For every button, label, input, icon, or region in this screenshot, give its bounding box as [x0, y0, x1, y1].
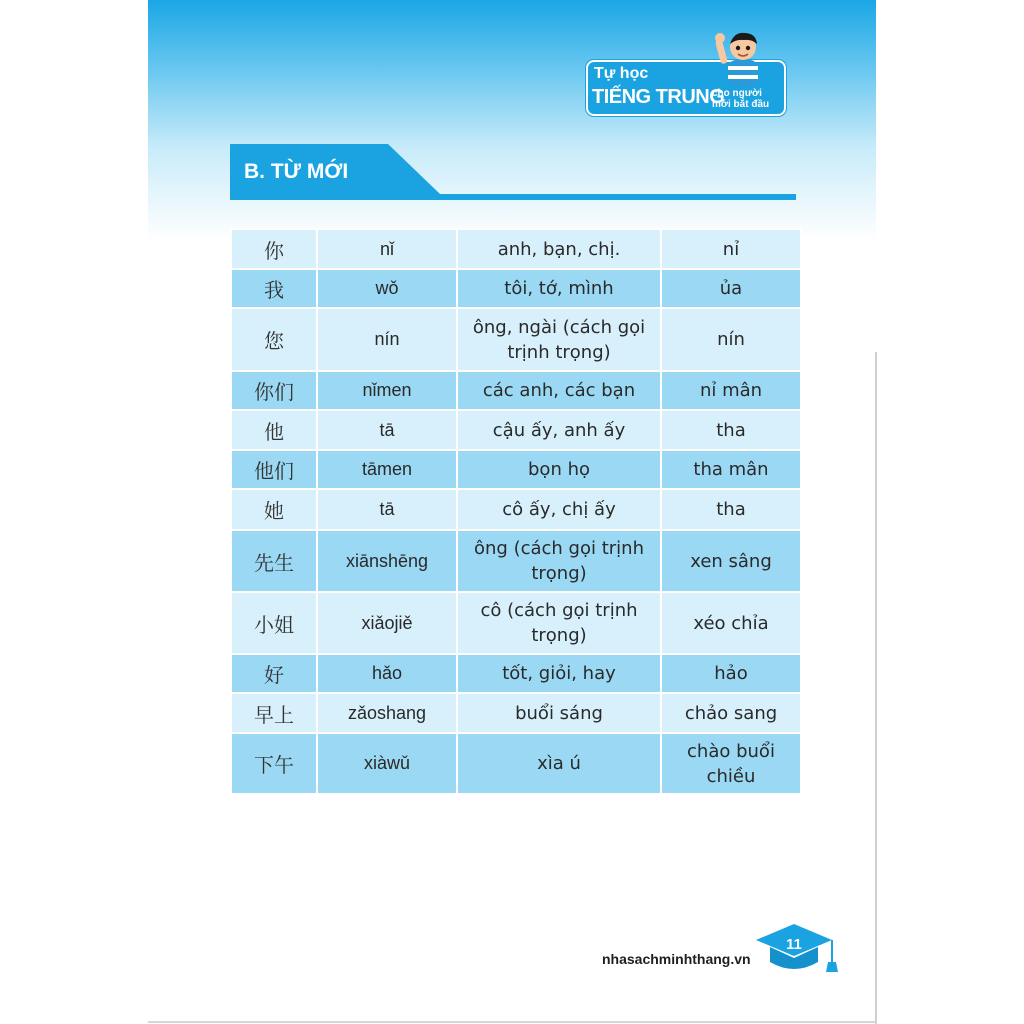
pronunciation-cell: ủa: [661, 269, 801, 308]
pronunciation-cell: xen sâng: [661, 530, 801, 592]
publisher-website: nhasachminhthang.vn: [602, 951, 751, 967]
pronunciation-cell: tha: [661, 489, 801, 530]
pinyin-cell: nǐ: [317, 229, 457, 269]
logo-line-3: cho người mới bắt đầu: [712, 88, 770, 110]
pinyin-cell: nín: [317, 308, 457, 371]
pinyin-cell: xiǎojiě: [317, 592, 457, 654]
pinyin-cell: nǐmen: [317, 371, 457, 410]
pinyin-cell: xiānshēng: [317, 530, 457, 592]
logo-line-2: TIẾNG TRUNG: [592, 86, 725, 108]
meaning-cell: ông, ngài (cách gọi trịnh trọng): [457, 308, 661, 371]
table-row: [231, 489, 801, 530]
meaning-cell: tôi, tớ, mình: [457, 269, 661, 308]
table-row: [231, 693, 801, 733]
series-logo: [586, 30, 786, 116]
hanzi-cell: 下午: [231, 733, 317, 794]
table-row: [231, 450, 801, 489]
hanzi-cell: 他: [231, 410, 317, 450]
hanzi-cell: 您: [231, 308, 317, 371]
logo-line-1: Tự học: [594, 65, 649, 82]
vocabulary-table: [230, 228, 802, 795]
table-row: [231, 229, 801, 269]
section-heading: [230, 144, 796, 201]
pronunciation-cell: hảo: [661, 654, 801, 693]
meaning-cell: cô ấy, chị ấy: [457, 489, 661, 530]
meaning-cell: anh, bạn, chị.: [457, 229, 661, 269]
meaning-cell: cô (cách gọi trịnh trọng): [457, 592, 661, 654]
hanzi-cell: 我: [231, 269, 317, 308]
meaning-cell: các anh, các bạn: [457, 371, 661, 410]
book-page: [148, 0, 876, 1022]
pronunciation-cell: nỉ mân: [661, 371, 801, 410]
pinyin-cell: tā: [317, 489, 457, 530]
table-row: [231, 654, 801, 693]
pronunciation-cell: tha: [661, 410, 801, 450]
hanzi-cell: 小姐: [231, 592, 317, 654]
hanzi-cell: 你: [231, 229, 317, 269]
page-edge-bottom: [148, 1021, 877, 1023]
pinyin-cell: xiàwǔ: [317, 733, 457, 794]
pinyin-cell: tāmen: [317, 450, 457, 489]
meaning-cell: ông (cách gọi trịnh trọng): [457, 530, 661, 592]
pinyin-cell: tā: [317, 410, 457, 450]
hanzi-cell: 你们: [231, 371, 317, 410]
pronunciation-cell: chảo sang: [661, 693, 801, 733]
hanzi-cell: 先生: [231, 530, 317, 592]
pronunciation-cell: chào buổi chiều: [661, 733, 801, 794]
page-number-badge: [752, 920, 842, 976]
table-row: [231, 530, 801, 592]
hanzi-cell: 早上: [231, 693, 317, 733]
pinyin-cell: wǒ: [317, 269, 457, 308]
pronunciation-cell: nỉ: [661, 229, 801, 269]
table-row: [231, 308, 801, 371]
pinyin-cell: hǎo: [317, 654, 457, 693]
meaning-cell: buổi sáng: [457, 693, 661, 733]
page-edge-right: [875, 352, 877, 1024]
meaning-cell: xìa ú: [457, 733, 661, 794]
table-row: [231, 733, 801, 794]
table-row: [231, 269, 801, 308]
meaning-cell: cậu ấy, anh ấy: [457, 410, 661, 450]
page-number: 11: [786, 936, 802, 953]
section-title: B. TỪ MỚI: [244, 160, 349, 183]
hanzi-cell: 他们: [231, 450, 317, 489]
table-row: [231, 410, 801, 450]
pronunciation-cell: xéo chỉa: [661, 592, 801, 654]
meaning-cell: bọn họ: [457, 450, 661, 489]
meaning-cell: tốt, giỏi, hay: [457, 654, 661, 693]
pronunciation-cell: nín: [661, 308, 801, 371]
hanzi-cell: 她: [231, 489, 317, 530]
pronunciation-cell: tha mân: [661, 450, 801, 489]
table-row: [231, 371, 801, 410]
table-row: [231, 592, 801, 654]
pinyin-cell: zǎoshang: [317, 693, 457, 733]
boy-waving-icon: [714, 30, 774, 88]
hanzi-cell: 好: [231, 654, 317, 693]
